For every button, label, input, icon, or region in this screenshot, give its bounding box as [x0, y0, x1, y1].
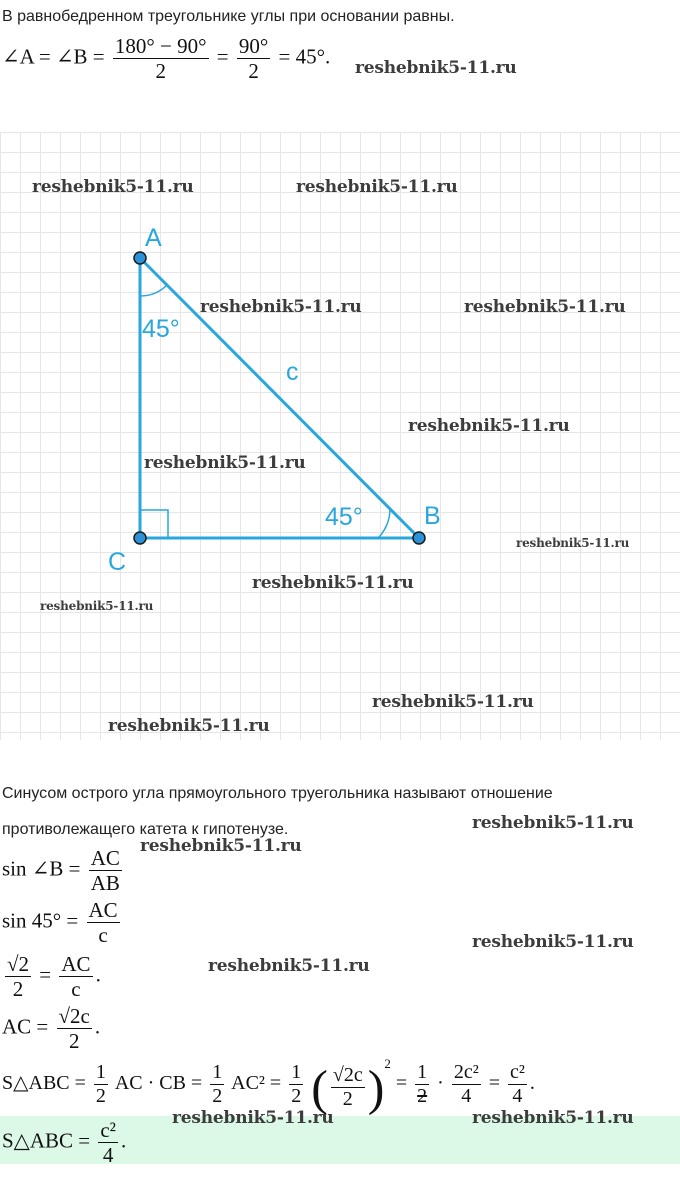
eq5-c-den: 4	[461, 1084, 472, 1107]
eq3-num2: AC	[61, 952, 91, 976]
angle-eq-lhs: ∠A = ∠B =	[2, 44, 105, 69]
angle-frac2-den: 2	[248, 59, 259, 84]
angle-frac1-num: 180° − 90°	[114, 34, 207, 58]
eq5-mid2: AC² =	[231, 1071, 282, 1094]
eq5-half-1	[94, 1061, 108, 1108]
eq5-half3-num: 1	[291, 1060, 302, 1083]
angle-eq-result: = 45°.	[278, 44, 331, 69]
eq5-eq-2: =	[488, 1071, 500, 1094]
watermark: reshebnik5-11.ru	[372, 692, 534, 712]
eq5-half-4	[415, 1061, 429, 1108]
angle-b-arc	[378, 509, 390, 538]
watermark: reshebnik5-11.ru	[108, 716, 270, 736]
eq3-fraction-1	[5, 952, 31, 1001]
label-b: B	[424, 502, 441, 530]
angle-frac2-num: 90°	[238, 34, 269, 58]
eq3-end: .	[95, 962, 101, 987]
answer-lhs: S△ABC =	[2, 1128, 91, 1153]
eq5-left-paren: (	[311, 1059, 328, 1116]
watermark: reshebnik5-11.ru	[172, 1108, 334, 1128]
eq5-inner-num: √2c	[332, 1063, 363, 1086]
eq5-inner-fraction	[331, 1064, 365, 1111]
eq5-inner-den: 2	[342, 1087, 353, 1110]
point-a	[134, 252, 146, 264]
answer-den: 4	[102, 1143, 114, 1168]
watermark: reshebnik5-11.ru	[355, 58, 517, 78]
label-side-c: c	[286, 358, 299, 386]
definition-line-1: Синусом острого угла прямоугольного труегольника называют отношение	[2, 785, 553, 802]
label-c: C	[108, 548, 127, 576]
eq1-lhs: sin ∠B =	[2, 856, 81, 881]
eq4-lhs: AC =	[2, 1014, 49, 1039]
point-b	[413, 532, 425, 544]
watermark: reshebnik5-11.ru	[472, 1108, 634, 1128]
watermark: reshebnik5-11.ru	[296, 177, 458, 197]
eq5-end-fraction	[508, 1061, 527, 1108]
equation-3	[2, 952, 101, 1001]
angle-frac1-den: 2	[155, 59, 166, 84]
angle-eq-sign: =	[216, 44, 229, 69]
watermark: reshebnik5-11.ru	[32, 177, 194, 197]
equation-2	[2, 898, 123, 947]
eq1-num: AC	[90, 846, 120, 870]
definition-line-2: противолежащего катета к гипотенузе.	[2, 821, 289, 838]
eq5-mid1: AC · CB =	[114, 1071, 203, 1094]
answer-end: .	[120, 1128, 127, 1153]
eq4-den: 2	[68, 1029, 80, 1054]
eq5-right-paren: )	[367, 1059, 385, 1116]
point-c	[134, 532, 146, 544]
watermark: reshebnik5-11.ru	[40, 599, 154, 613]
eq3-eq: =	[39, 962, 52, 987]
watermark: reshebnik5-11.ru	[464, 297, 626, 317]
eq2-fraction	[87, 898, 120, 947]
eq5-half1-den: 2	[95, 1084, 106, 1107]
angle-equation	[2, 34, 330, 83]
equation-1	[2, 846, 125, 895]
intro-sentence: В равнобедренном треугольнике углы при основании равны.	[2, 8, 455, 25]
eq5-end-num: c²	[509, 1060, 525, 1083]
angle-fraction-2	[237, 34, 270, 83]
eq2-num: AC	[88, 898, 118, 922]
watermark: reshebnik5-11.ru	[252, 573, 414, 593]
eq5-half2-num: 1	[212, 1060, 223, 1083]
answer-num: c²	[100, 1118, 116, 1142]
eq5-half2-den: 2	[212, 1084, 223, 1107]
triangle-figure	[0, 132, 680, 740]
watermark: reshebnik5-11.ru	[472, 813, 634, 833]
eq5-half-2	[210, 1061, 224, 1108]
eq5-half1-num: 1	[95, 1060, 106, 1083]
eq5-half4-den: 2	[417, 1084, 428, 1107]
watermark: reshebnik5-11.ru	[516, 536, 630, 550]
watermark: reshebnik5-11.ru	[140, 836, 302, 856]
watermark: reshebnik5-11.ru	[408, 416, 570, 436]
eq2-den: c	[98, 923, 108, 948]
label-angle-a: 45°	[142, 315, 180, 343]
eq1-fraction	[89, 846, 122, 895]
label-angle-b: 45°	[325, 503, 363, 531]
answer-equation	[2, 1118, 126, 1167]
eq3-fraction-2	[59, 952, 92, 1001]
eq4-num: √2c	[58, 1004, 90, 1028]
eq5-eq: =	[395, 1071, 408, 1094]
equation-4	[2, 1004, 100, 1053]
eq3-den2: c	[71, 977, 81, 1002]
label-a: A	[145, 224, 162, 252]
eq5-parenthesized	[311, 1056, 391, 1116]
angle-a-arc	[140, 285, 167, 296]
eq4-fraction	[57, 1004, 92, 1053]
eq2-lhs: sin 45° =	[2, 908, 79, 933]
eq3-num1: √2	[7, 952, 30, 976]
eq4-end: .	[94, 1014, 101, 1039]
watermark: reshebnik5-11.ru	[144, 453, 306, 473]
eq1-den: AB	[90, 871, 120, 896]
eq5-lhs: S△ABC =	[2, 1071, 86, 1094]
eq5-dot: ·	[437, 1071, 444, 1094]
eq5-power: 2	[384, 1056, 391, 1071]
eq5-half3-den: 2	[291, 1084, 302, 1107]
watermark: reshebnik5-11.ru	[208, 956, 370, 976]
eq5-c-fraction	[452, 1061, 481, 1108]
watermark: reshebnik5-11.ru	[472, 932, 634, 952]
eq5-half4-num: 1	[417, 1060, 428, 1083]
angle-fraction-1	[113, 34, 209, 83]
equation-5	[2, 1056, 535, 1116]
answer-fraction	[98, 1118, 118, 1167]
eq5-c-num: 2c²	[453, 1060, 479, 1083]
eq5-end: .	[529, 1071, 535, 1094]
eq5-end-den: 4	[512, 1084, 523, 1107]
eq3-den1: 2	[12, 977, 24, 1002]
watermark: reshebnik5-11.ru	[200, 297, 362, 317]
eq5-half-3	[289, 1061, 303, 1108]
